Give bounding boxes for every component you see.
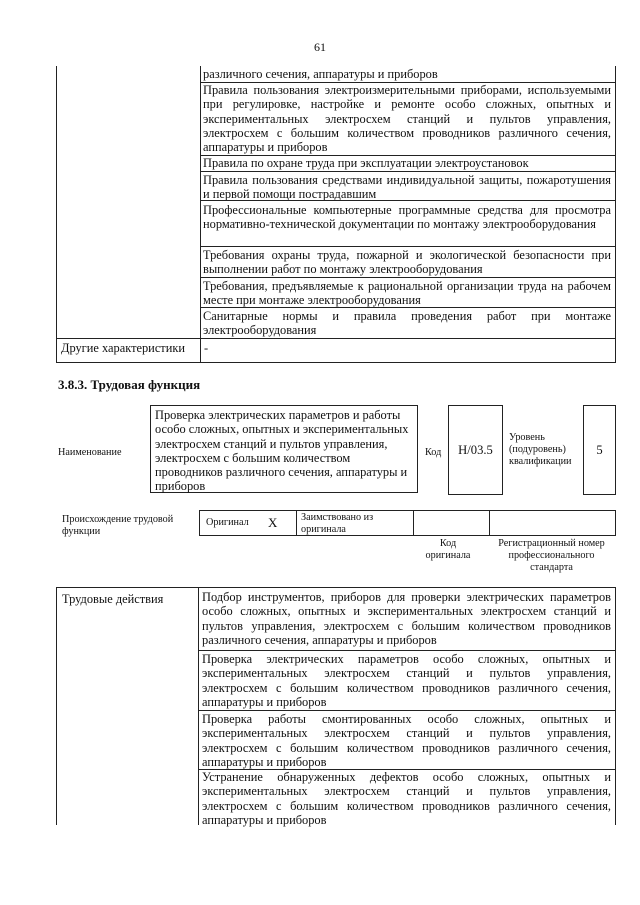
table-row: различного сечения, аппаратуры и приборов (203, 67, 438, 81)
table-row: Проверка электрических параметров особо сложных, опытных и экспериментальных электросхем станций и пультов управления, электросхем с большим количеством проводников различного сечения, аппаратуры и приборов (202, 652, 611, 709)
row-divider (200, 200, 615, 201)
row-divider (198, 710, 615, 711)
registration-caption: Регистрационный номер профессионального стандарта (498, 538, 605, 573)
row-divider (57, 338, 615, 339)
row-divider (200, 171, 615, 172)
column-divider (200, 66, 201, 362)
other-characteristics-value: - (204, 341, 209, 355)
table-row: Проверка работы смонтированных особо сложных, опытных и экспериментальных электросхем станций и пультов управления, электросхем с большим количеством проводников различного сечения, аппаратуры и приборов (202, 712, 611, 769)
function-level-box: 5 (583, 405, 616, 495)
original-label: Оригинал (206, 517, 249, 528)
other-characteristics-label: Другие характеристики (61, 341, 186, 355)
code-caption: Код оригинала (425, 538, 471, 561)
cell-divider (489, 511, 490, 535)
table-row: Устранение обнаруженных дефектов особо сложных, опытных и экспериментальных электросхем станций и пультов управления, электросхем с большим количеством проводников различного сечения, аппаратуры и приборов (202, 770, 611, 827)
column-divider (198, 588, 199, 825)
labor-actions-table (56, 587, 616, 825)
page-number: 61 (314, 40, 326, 54)
code-label: Код (425, 447, 442, 458)
table-row: Подбор инструментов, приборов для проверки электрических параметров особо сложных, опытных и экспериментальных электросхем станций и пультов управления, электросхем с большим количеством проводников различного сечения, аппаратуры и приборов (202, 590, 611, 647)
row-divider (200, 246, 615, 247)
row-divider (200, 277, 615, 278)
knowledge-table (56, 66, 616, 363)
table-row: Санитарные нормы и правила проведения работ при монтаже электрооборудования (203, 309, 611, 338)
row-divider (198, 650, 615, 651)
labor-actions-label: Трудовые действия (62, 592, 164, 606)
table-row: Профессиональные компьютерные программные средства для просмотра нормативно-технической документации по монтажу электрооборудования (203, 203, 611, 232)
row-divider (200, 307, 615, 308)
original-mark: X (268, 515, 278, 530)
table-row: Требования, предъявляемые к рациональной организации труда на рабочем месте при монтаже электрооборудования (203, 279, 611, 308)
cell-divider (296, 511, 297, 535)
cell-divider (413, 511, 414, 535)
name-label: Наименование (58, 447, 122, 458)
borrowed-label: Заимствовано из оригинала (301, 512, 374, 535)
table-row: Правила по охране труда при эксплуатации электроустановок (203, 156, 529, 170)
function-name-box: Проверка электрических параметров и работы особо сложных, опытных и экспериментальных электросхем станций и пультов управления, электросхем с большим количеством проводников различного сечения, аппаратуры и приборов (150, 405, 418, 493)
level-label: Уровень (подуровень) квалификации (509, 432, 572, 467)
function-code-box: H/03.5 (448, 405, 503, 495)
table-row: Требования охраны труда, пожарной и экологической безопасности при выполнении работ по монтажу электрооборудования (203, 248, 611, 277)
origin-box (199, 510, 616, 536)
table-row: Правила пользования средствами индивидуальной защиты, пожаротушения и первой помощи пострадавшим (203, 173, 611, 202)
table-row: Правила пользования электроизмерительными приборами, используемыми при регулировке, настройке и ремонте особо сложных, опытных и экспериментальных электросхем станций и пультов управления, электросхем с большим количеством проводников различного сечения, аппаратуры и приборов (203, 83, 611, 155)
origin-label: Происхождение трудовой функции (62, 514, 174, 537)
section-title: 3.8.3. Трудовая функция (58, 377, 201, 392)
